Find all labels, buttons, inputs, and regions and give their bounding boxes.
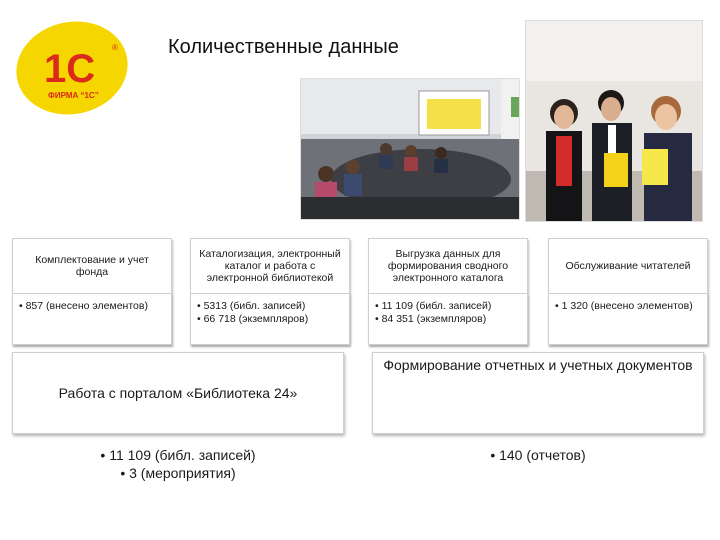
card-cataloguing	[190, 238, 350, 345]
list-item: • 857 (внесено элементов)	[19, 300, 148, 312]
card-body	[12, 293, 172, 345]
card-heading: Комплектование и учет фонда	[12, 238, 172, 293]
firm-1c-logo	[14, 16, 132, 116]
card-body	[548, 293, 708, 345]
list-item: • 5313 (библ. записей)	[197, 300, 306, 312]
logo-caption: ФИРМА “1С”	[48, 91, 99, 100]
list-item: • 1 320 (внесено элементов)	[555, 300, 693, 312]
card-heading: Обслуживание читателей	[548, 238, 708, 293]
logo-registered-mark: ®	[112, 43, 118, 52]
panel-body	[372, 434, 704, 464]
panel-reports	[372, 352, 704, 464]
list-item: • 140 (отчетов)	[490, 447, 586, 463]
list-item: • 84 351 (экземпляров)	[375, 313, 487, 325]
list-item: • 3 (мероприятия)	[120, 465, 236, 481]
card-heading: Каталогизация, электронный каталог и работа с электронной библиотекой	[190, 238, 350, 293]
card-export	[368, 238, 528, 345]
card-heading: Выгрузка данных для формирования сводного электронного каталога	[368, 238, 528, 293]
panel-body	[12, 434, 344, 482]
list-item: • 11 109 (библ. записей)	[375, 300, 492, 312]
card-body	[190, 293, 350, 345]
card-body	[368, 293, 528, 345]
panel-portal	[12, 352, 344, 482]
page-title: Количественные данные	[168, 36, 399, 58]
list-item: • 66 718 (экземпляров)	[197, 313, 309, 325]
card-readers-service	[548, 238, 708, 345]
panel-heading: Работа с порталом «Библиотека 24»	[12, 352, 344, 434]
panel-heading: Формирование отчетных и учетных документов	[372, 352, 704, 434]
conference-room-photo	[300, 78, 520, 220]
card-acquisition	[12, 238, 172, 345]
list-item: • 11 109 (библ. записей)	[100, 447, 256, 463]
logo-brand: 1С	[44, 47, 96, 91]
award-ceremony-photo	[525, 20, 703, 222]
